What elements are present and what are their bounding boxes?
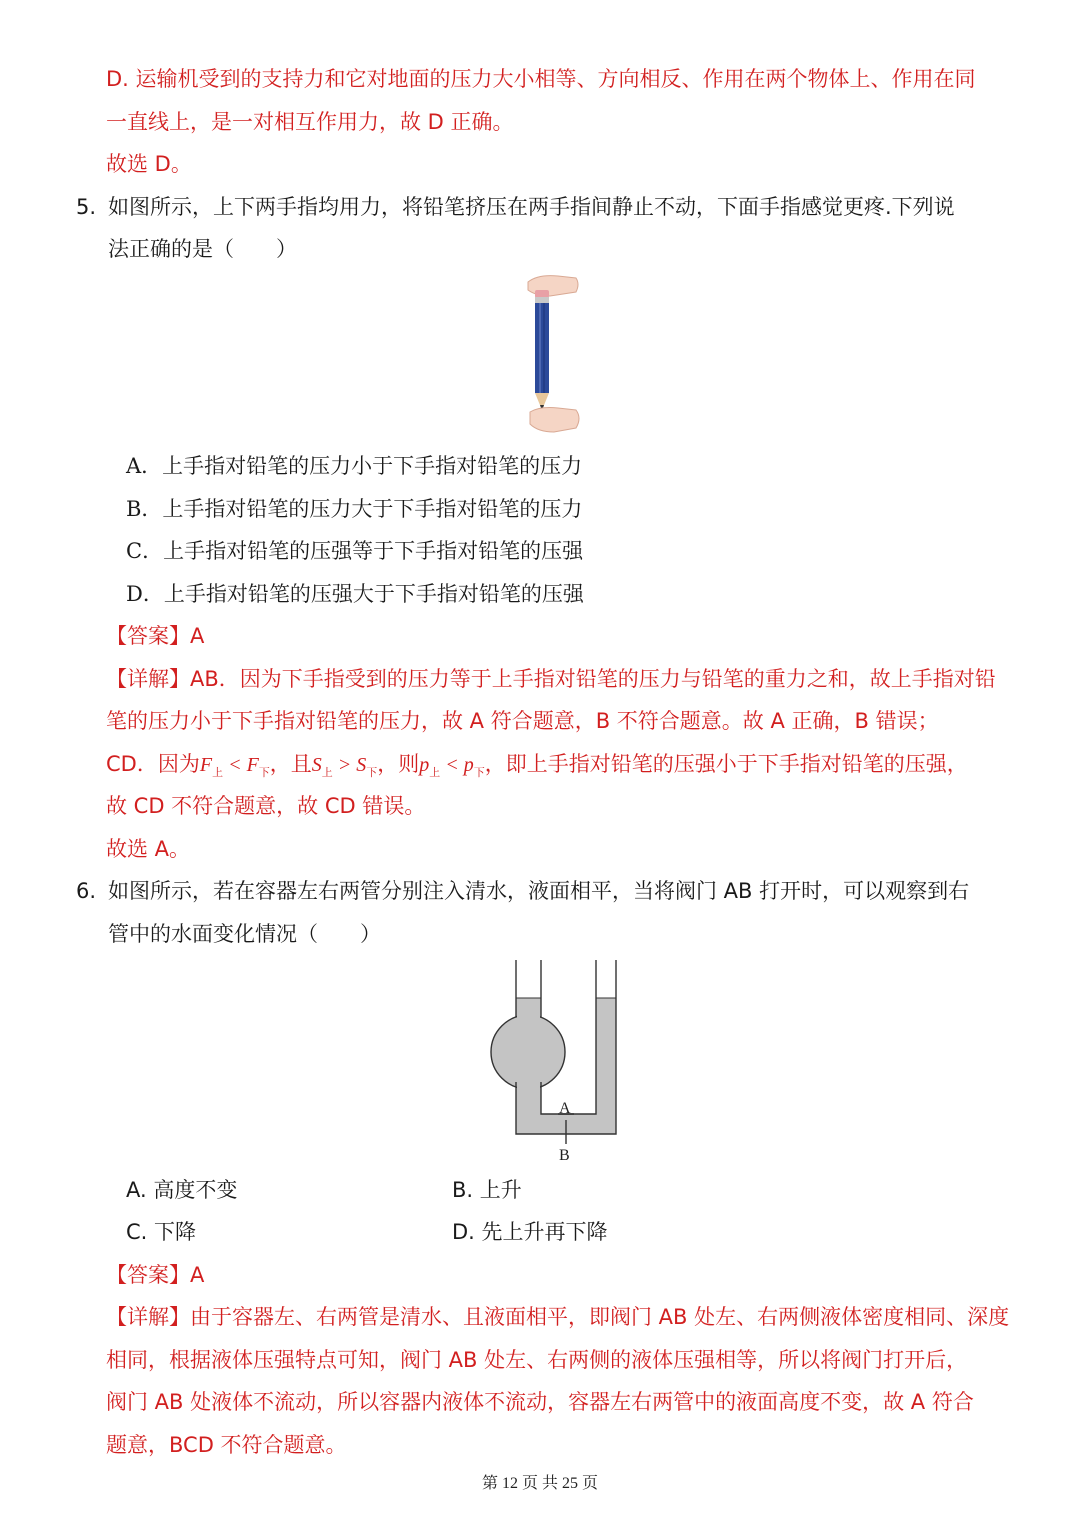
- pencil-eraser: [535, 290, 549, 298]
- pencil-ferrule: [535, 297, 549, 303]
- q5-stem-line2: 法正确的是（ ）: [108, 237, 297, 261]
- q6-stem-line2: 管中的水面变化情况（ ）: [108, 922, 381, 946]
- prev-answer-d-line2: 一直线上，是一对相互作用力，故 D 正确。: [106, 110, 514, 134]
- q5-option-c: C．上手指对铅笔的压强等于下手指对铅笔的压强: [126, 539, 584, 563]
- q5-detail-line1: 【详解】AB．因为下手指受到的压力等于上手指对铅笔的压力与铅笔的重力之和，故上手指对铅: [106, 667, 996, 691]
- container-figure: [488, 960, 638, 1165]
- prev-answer-d-line1: D. 运输机受到的支持力和它对地面的压力大小相等、方向相反、作用在两个物体上、作用在同: [106, 67, 976, 91]
- q6-detail-line4: 题意，BCD 不符合题意。: [106, 1433, 347, 1457]
- q5-option-a: A．上手指对铅笔的压力小于下手指对铅笔的压力: [126, 454, 583, 478]
- q6-number: 6.: [76, 879, 97, 903]
- q6-option-a: A. 高度不变: [126, 1178, 238, 1202]
- prev-conclusion: 故选 D。: [106, 152, 192, 176]
- q5-detail-line2: 笔的压力小于下手指对铅笔的压力，故 A 符合题意，B 不符合题意。故 A 正确，B 错误；: [106, 709, 939, 733]
- q6-detail-line1: 【详解】由于容器左、右两管是清水、且液面相平，即阀门 AB 处左、右两侧液体密度相同、深度: [106, 1305, 1010, 1329]
- formula-s-down: $S_下$: [356, 754, 378, 779]
- pencil-figure: [510, 272, 590, 442]
- q5-detail-line4: 故 CD 不符合题意，故 CD 错误。: [106, 794, 426, 818]
- bulb-outline: [491, 1015, 565, 1089]
- formula-s-up: $S_上$: [311, 754, 333, 779]
- q5-conclusion: 故选 A。: [106, 837, 191, 861]
- valve-label-b: B: [559, 1147, 570, 1164]
- pencil-body: [535, 303, 549, 393]
- q6-answer: 【答案】A: [106, 1263, 205, 1287]
- q6-stem-line1: 如图所示，若在容器左右两管分别注入清水，液面相平，当将阀门 AB 打开时，可以观察到右: [108, 879, 970, 903]
- formula-f-up: $F_上$: [199, 754, 224, 779]
- q6-option-d: D. 先上升再下降: [452, 1220, 608, 1244]
- q6-option-c: C. 下降: [126, 1220, 197, 1244]
- valve-label-a: A: [559, 1100, 571, 1117]
- q6-detail-line3: 阀门 AB 处液体不流动，所以容器内液体不流动，容器左右两管中的液面高度不变，故 A 符合: [106, 1390, 974, 1414]
- q6-detail-line2: 相同，根据液体压强特点可知，阀门 AB 处左、右两侧的液体压强相等，所以将阀门打开后，: [106, 1348, 968, 1372]
- q5-stem-line1: 如图所示，上下两手指均用力，将铅笔挤压在两手指间静止不动，下面手指感觉更疼.下列说: [108, 195, 955, 219]
- bottom-finger: [530, 408, 579, 433]
- q5-option-d: D．上手指对铅笔的压强大于下手指对铅笔的压强: [126, 582, 584, 606]
- q6-option-b: B. 上升: [452, 1178, 522, 1202]
- q5-answer: 【答案】A: [106, 624, 205, 648]
- formula-p-down: $p_下$: [463, 754, 485, 779]
- q5-detail-line3: CD．因为$F_上 < F_下$，且$S_上 > S_下$，则$p_上 < p_下$，即上手指对铅笔的压强小于下手指对铅笔的压强，: [106, 752, 968, 779]
- formula-p-up: $p_上$: [419, 754, 441, 779]
- page-footer: 第 12 页 共 25 页: [481, 1475, 598, 1492]
- formula-f-down: $F_下$: [246, 754, 270, 779]
- q5-option-b: B．上手指对铅笔的压力大于下手指对铅笔的压力: [126, 497, 583, 521]
- q5-number: 5.: [76, 195, 97, 219]
